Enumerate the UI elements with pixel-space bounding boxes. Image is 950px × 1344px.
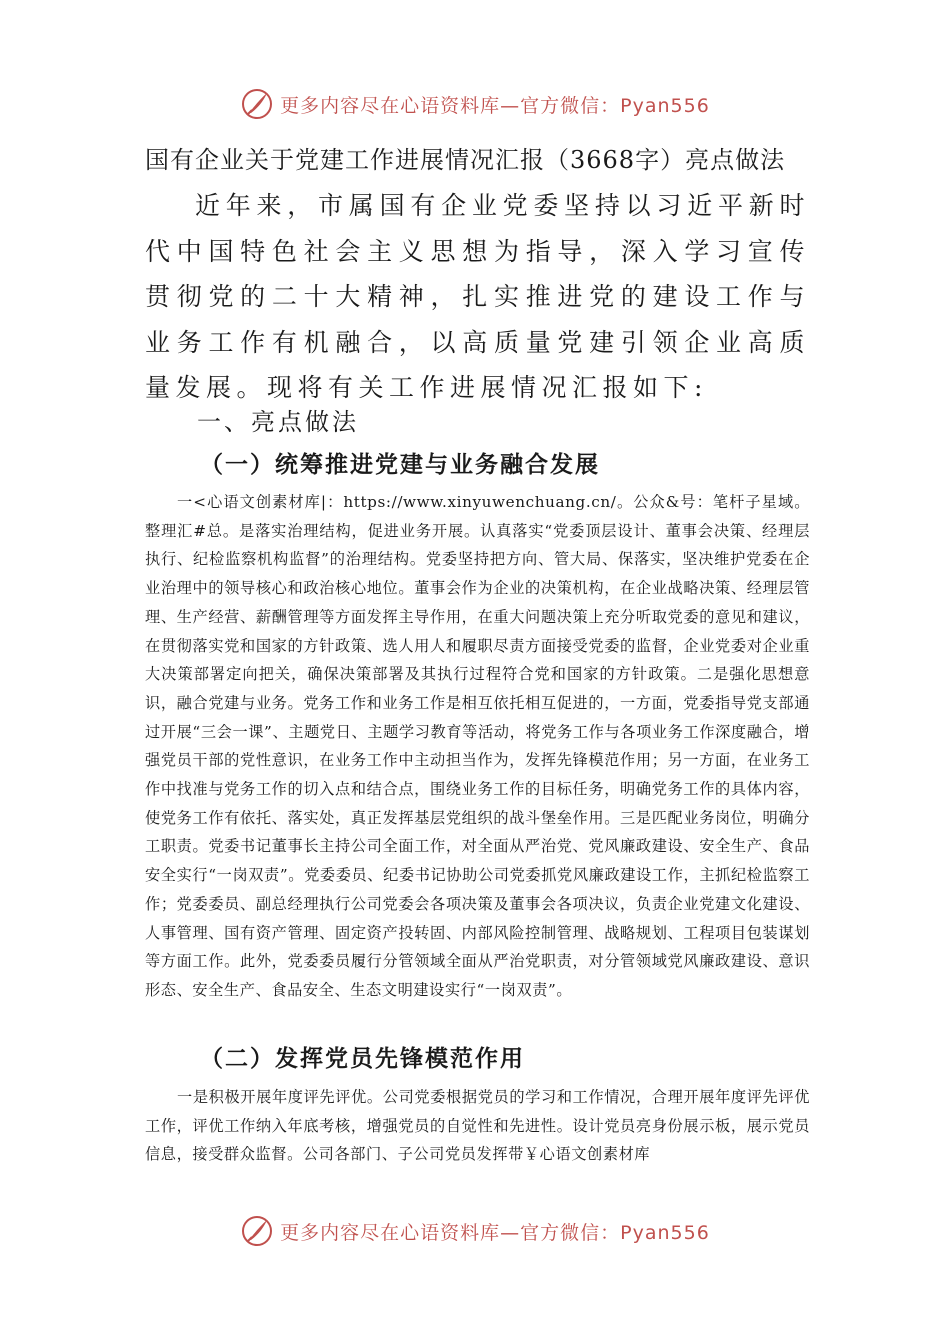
banner-text: 更多内容尽在心语资料库—官方微信：Pyan556: [280, 94, 710, 117]
subsection-heading-2: （二）发挥党员先锋模范作用: [200, 1046, 525, 1072]
section-heading: 一、亮点做法: [197, 408, 359, 436]
body-paragraph-1: 一<心语文创素材库|：https://www.xinyuwenchuang.cn/。公众&号：笔杆子星域。整理汇#总。是落实治理结构，促进业务开展。认真落实“党委顶层设计、董事会决策、经理层执行、纪检监察机构监督”的治理结构。党委坚持把方向、管大局、保落实，坚决维护党委在企业治理中的领导核心和政治核心地位。董事会作为企业的决策机构，在企业战略决策、经理层管理、生产经营、薪酬管理等方面发挥主导作用，在重大问题决策上充分听取党委的意见和建议，在贯彻落实党和国家的方针政策、选人用人和履职尽责方面接受党委的监督，企业党委对企业重大决策部署定向把关，确保决策部署及其执行过程符合党和国家的方针政策。二是强化思想意识，融合党建与业务。党务工作和业务工作是相互依托相互促进的，一方面，党委指导党支部通过开展“三会一课”、主题党日、主题学习教育等活动，将党务工作与各项业务工作深度融合，增强党员干部的党性意识，在业务工作中主动担当作为，发挥先锋模范作用；另一方面，在业务工作中找准与党务工作的切入点和结合点，围绕业务工作的目标任务，明确党务工作的具体内容，使党务工作有依托、落实处，真正发挥基层党组织的战斗堡垒作用。三是匹配业务岗位，明确分工职责。党委书记董事长主持公司全面工作，对全面从严治党、党风廉政建设、安全生产、食品安全实行“一岗双责”。党委委员、纪委书记协助公司党委抓党风廉政建设工作，主抓纪检监察工作；党委委员、副总经理执行公司党委会各项决策及董事会各项决议，负责企业党建文化建设、人事管理、国有资产管理、固定资产投转固、内部风险控制管理、战略规划、工程项目包装谋划等方面工作。此外，党委委员履行分管领域全面从严治党职责，对分管领域党风廉政建设、意识形态、安全生产、食品安全、生态文明建设实行“一岗双责”。: [145, 493, 810, 999]
body-paragraph-2: 一是积极开展年度评先评优。公司党委根据党员的学习和工作情况，合理开展年度评先评优工作，评优工作纳入年底考核，增强党员的自觉性和先进性。设计党员亮身份展示板，展示党员信息，接受群众监督。公司各部门、子公司党员发挥带￥心语文创素材库: [145, 1088, 810, 1164]
header-banner: [0, 84, 950, 124]
wechat-id: Pyan556: [620, 94, 710, 117]
footer-banner: [0, 1211, 950, 1251]
banner-text: 更多内容尽在心语资料库—官方微信：Pyan556: [280, 1221, 710, 1244]
feather-pen-icon: [240, 87, 274, 121]
subsection-heading-1: （一）统筹推进党建与业务融合发展: [200, 452, 600, 478]
intro-paragraph: 近年来，市属国有企业党委坚持以习近平新时代中国特色社会主义思想为指导，深入学习宣传贯彻党的二十大精神，扎实推进党的建设工作与业务工作有机融合，以高质量党建引领企业高质量发展。现将有关工作进展情况汇报如下:: [145, 191, 810, 402]
wechat-id: Pyan556: [620, 1221, 710, 1244]
document-title: 国有企业关于党建工作进展情况汇报（3668字）亮点做法: [145, 146, 786, 174]
feather-pen-icon: [240, 1214, 274, 1248]
